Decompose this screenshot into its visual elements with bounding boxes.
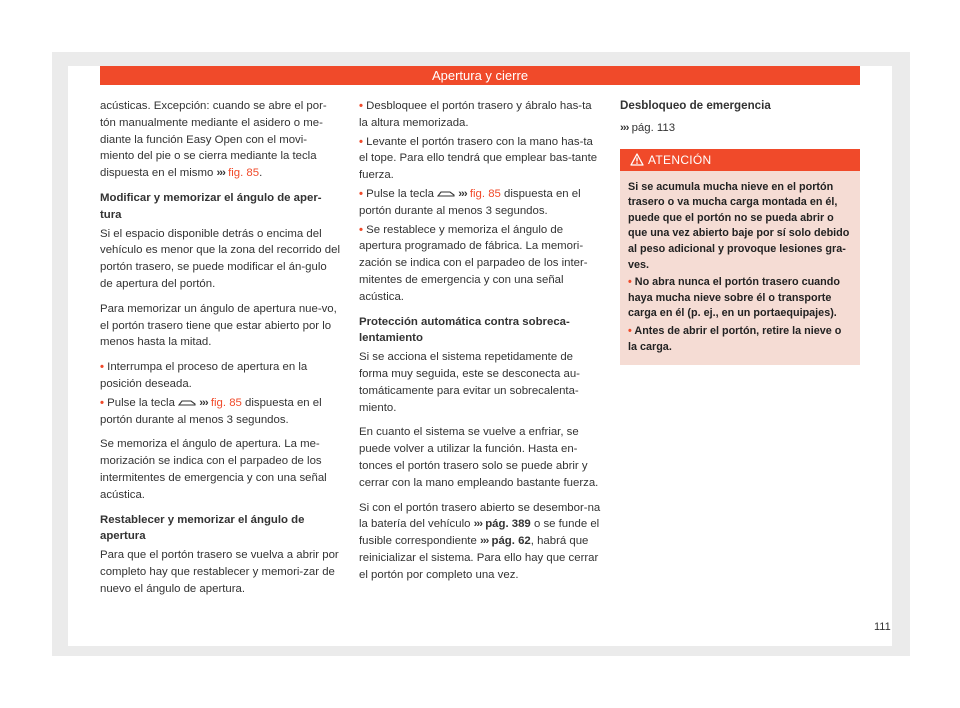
bullet: • bbox=[359, 187, 363, 200]
car-tailgate-icon bbox=[437, 190, 455, 198]
column-3 bbox=[620, 98, 860, 365]
paragraph: Para que el portón trasero se vuelva a abrir por completo hay que restablecer y memori-zar de nuevo el ángulo de apertura. bbox=[100, 549, 339, 595]
paragraph: Se memoriza el ángulo de apertura. La me-morización se indica con el parpadeo de los intermitentes de emergencia y con una señal acústica. bbox=[100, 438, 327, 501]
figure-link[interactable]: fig. 85 bbox=[469, 187, 501, 200]
list-item: • Pulse la tecla ››› fig. 85 dispuesta en el portón durante al menos 3 segundos. bbox=[359, 187, 581, 217]
warning-list-item: • No abra nunca el portón trasero cuando haya mucha nieve sobre él o transporte carga en él (p. ej., en un portaequipajes). bbox=[628, 276, 840, 320]
figure-link[interactable]: fig. 85 bbox=[210, 396, 242, 409]
subheading: Restablecer y memorizar el ángulo de apertura bbox=[100, 513, 305, 543]
bullet: • bbox=[100, 361, 104, 374]
bullet: • bbox=[100, 396, 104, 409]
section-heading: Desbloqueo de emergencia bbox=[620, 99, 771, 112]
reference-arrow: ››› bbox=[473, 518, 483, 531]
list-item: • Desbloquee el portón trasero y ábralo has-ta la altura memorizada. bbox=[359, 100, 592, 129]
column-2 bbox=[359, 98, 601, 592]
warning-list-item: • Antes de abrir el portón, retire la nieve o la carga. bbox=[628, 324, 842, 353]
paragraph: Si con el portón trasero abierto se desembor-na la batería del vehículo ››› pág. 389 o se funde el fusible correspondiente ››› pág. 62, habrá que reinicializar el sistema. Para ello hay que cerrar el portón por completo una vez. bbox=[359, 501, 601, 581]
warning-text: Si se acumula mucha nieve en el portón trasero o va mucha carga montada en él, puede que el portón no se pueda abrir o que una vez abierto baje por sí solo debido al peso adicional y provoque lesiones gra-ves. bbox=[628, 180, 850, 271]
warning-triangle-icon bbox=[630, 153, 644, 166]
page-number: 111 bbox=[874, 621, 891, 633]
car-tailgate-icon bbox=[178, 399, 196, 407]
reference-line bbox=[620, 120, 860, 137]
reference-arrow: ››› bbox=[216, 167, 225, 180]
list-item: • Se restablece y memoriza el ángulo de apertura programado de fábrica. La memori-zación se indica con el parpadeo de los inter-mitentes de emergencia y con una señal acústica. bbox=[359, 223, 588, 303]
subheading: Modificar y memorizar el ángulo de aper-tura bbox=[100, 191, 322, 221]
page-link[interactable]: pág. 113 bbox=[631, 121, 676, 134]
subheading: Protección automática contra sobreca-lentamiento bbox=[359, 315, 570, 345]
reference-arrow: ››› bbox=[620, 121, 629, 134]
bullet: • bbox=[359, 100, 363, 112]
list-item: • Levante el portón trasero con la mano has-ta el tope. Para ello tendrá que emplear bas-tante fuerza. bbox=[359, 135, 598, 182]
warning-header bbox=[620, 149, 860, 171]
reference-arrow: ››› bbox=[199, 396, 208, 409]
section-header: Apertura y cierre bbox=[100, 66, 860, 85]
column-1 bbox=[100, 98, 340, 606]
warning-title: ATENCIÓN bbox=[648, 152, 712, 167]
page-link[interactable]: pág. 62 bbox=[491, 535, 531, 548]
warning-box bbox=[620, 149, 860, 366]
bullet: • bbox=[628, 324, 632, 337]
paragraph: Para memorizar un ángulo de apertura nue-vo, el portón trasero tiene que estar abierto por lo menos hasta la mitad. bbox=[100, 302, 337, 349]
figure-link[interactable]: fig. 85 bbox=[228, 167, 260, 180]
list-item: • Interrumpa el proceso de apertura en la posición deseada. bbox=[100, 361, 308, 390]
reference-arrow: ››› bbox=[479, 535, 489, 548]
list-item: • Pulse la tecla ››› fig. 85 dispuesta en el portón durante al menos 3 segundos. bbox=[100, 396, 322, 426]
paragraph: acústicas. Excepción: cuando se abre el por-tón manualmente mediante el asidero o me-diante la función Easy Open con el movi-miento del pie o se cierra mediante la tecla dispuesta en el mismo ››› fig. 85. bbox=[100, 100, 327, 180]
paragraph: Si el espacio disponible detrás o encima del vehículo es menor que la zona del recorrido del portón trasero, se puede modificar el án-gulo de apertura del portón. bbox=[100, 227, 340, 290]
bullet: • bbox=[359, 223, 363, 236]
page-link[interactable]: pág. 389 bbox=[485, 518, 531, 531]
paragraph: En cuanto el sistema se vuelve a enfriar, se puede volver a utilizar la función. Hasta en-tonces el portón trasero solo se puede abrir y cerrar con la mano empleando bastante fuerza. bbox=[359, 426, 599, 489]
bullet: • bbox=[628, 276, 632, 289]
paragraph: Si se acciona el sistema repetidamente de forma muy seguida, este se desconecta au-tomáticamente para evitar un sobrecalenta-miento. bbox=[359, 351, 580, 414]
warning-body bbox=[620, 171, 860, 366]
bullet: • bbox=[359, 135, 363, 148]
reference-arrow: ››› bbox=[458, 187, 467, 200]
